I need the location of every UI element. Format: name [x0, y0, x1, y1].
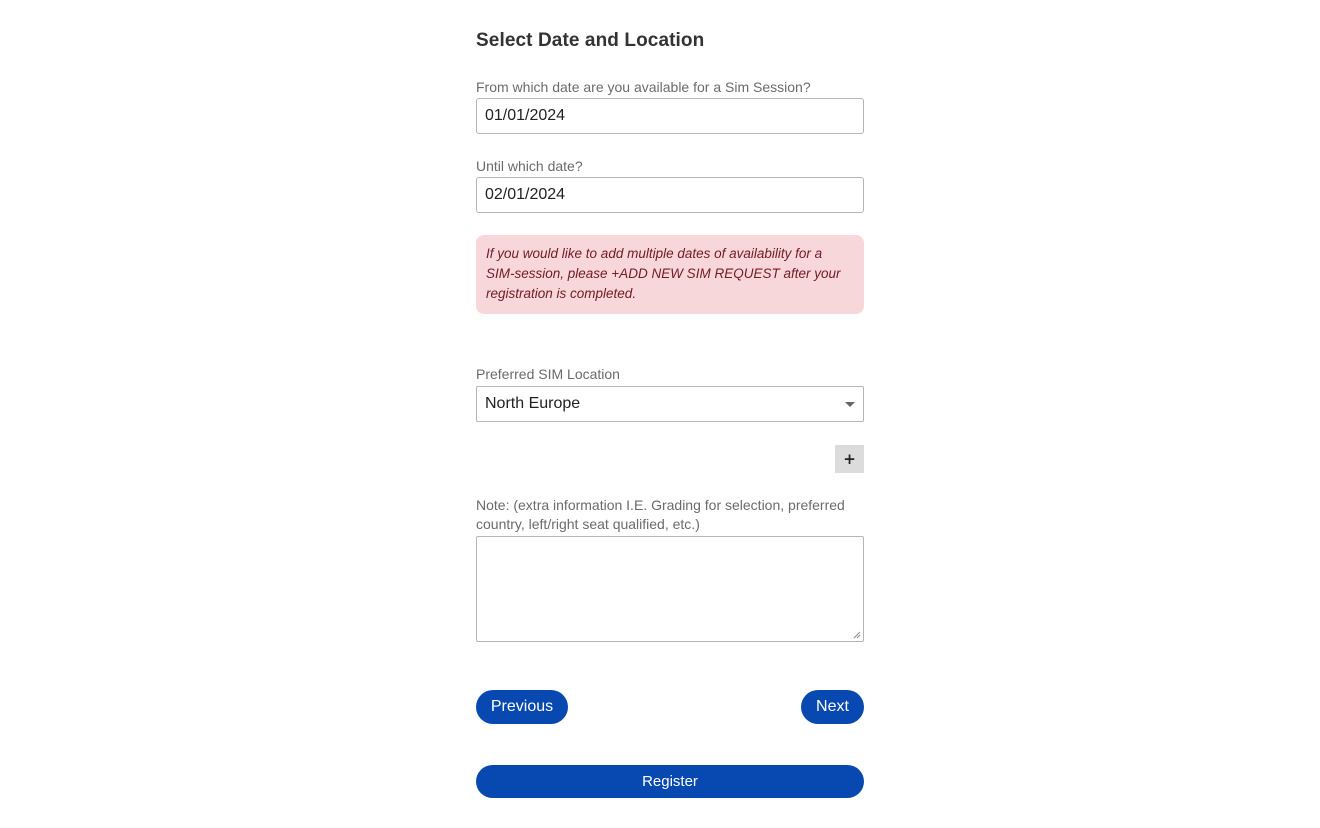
previous-button[interactable]: Previous [476, 690, 568, 724]
note-label: Note: (extra information I.E. Grading for selection, preferred country, left/right seat qualified, etc.) [476, 497, 845, 532]
register-button[interactable]: Register [476, 765, 864, 798]
from-date-input[interactable] [476, 98, 864, 134]
alert-text: If you would like to add multiple dates of availability for a SIM-session, please +ADD NEW SIM REQUEST after your registration is completed. [486, 246, 841, 301]
next-button[interactable]: Next [801, 690, 864, 724]
sim-location-label: Preferred SIM Location [476, 366, 620, 382]
multiple-dates-alert [476, 235, 864, 314]
chevron-down-icon [845, 402, 855, 407]
section-title: Select Date and Location [476, 30, 705, 51]
resize-grip-icon[interactable] [853, 631, 861, 639]
from-date-label: From which date are you available for a Sim Session? [476, 79, 811, 95]
sim-location-value: North Europe [485, 395, 581, 412]
note-textarea[interactable] [476, 536, 864, 642]
add-location-button[interactable]: + [835, 445, 864, 473]
sim-location-select[interactable] [476, 386, 864, 422]
until-date-input[interactable] [476, 177, 864, 213]
until-date-label: Until which date? [476, 158, 583, 174]
